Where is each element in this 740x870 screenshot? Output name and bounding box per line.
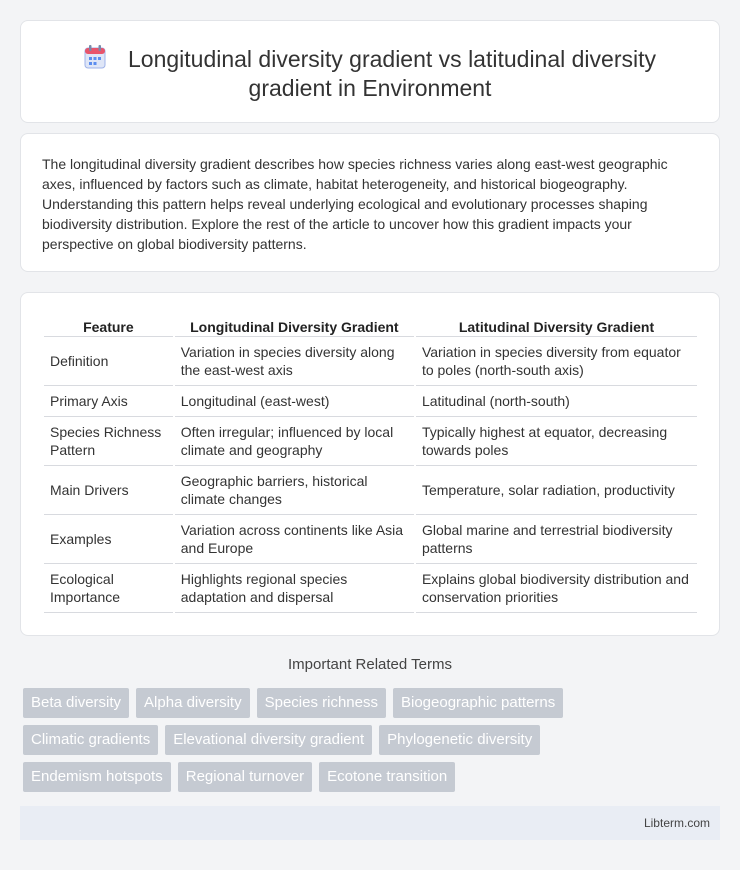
row-label: Examples	[44, 515, 173, 564]
header-latitudinal: Latitudinal Diversity Gradient	[416, 313, 697, 337]
latitudinal-cell: Explains global biodiversity distribution and conservation priorities	[416, 564, 697, 613]
related-term-tag[interactable]: Climatic gradients	[23, 725, 158, 755]
row-label: Main Drivers	[44, 466, 173, 515]
longitudinal-cell: Variation in species diversity along the east-west axis	[175, 337, 414, 386]
longitudinal-cell: Variation across continents like Asia and Europe	[175, 515, 414, 564]
row-label: Ecological Importance	[44, 564, 173, 613]
longitudinal-cell: Highlights regional species adaptation and dispersal	[175, 564, 414, 613]
footer	[20, 806, 720, 840]
header-longitudinal: Longitudinal Diversity Gradient	[175, 313, 414, 337]
latitudinal-cell: Latitudinal (north-south)	[416, 386, 697, 417]
title-card	[20, 20, 720, 123]
longitudinal-cell: Longitudinal (east-west)	[175, 386, 414, 417]
table-header-row	[44, 313, 697, 337]
row-label: Primary Axis	[44, 386, 173, 417]
related-term-tag[interactable]: Regional turnover	[178, 762, 312, 792]
table-row	[44, 466, 697, 515]
latitudinal-cell: Global marine and terrestrial biodiversity patterns	[416, 515, 697, 564]
latitudinal-cell: Temperature, solar radiation, productivity	[416, 466, 697, 515]
page-title: Longitudinal diversity gradient vs latitudinal diversity gradient in Environment	[127, 46, 656, 101]
table-row	[44, 564, 697, 613]
related-term-tag[interactable]: Ecotone transition	[319, 762, 455, 792]
row-label: Definition	[44, 337, 173, 386]
header-feature: Feature	[44, 313, 173, 337]
longitudinal-cell: Often irregular; influenced by local climate and geography	[175, 417, 414, 466]
related-term-tag[interactable]: Alpha diversity	[136, 688, 250, 718]
related-term-tag[interactable]: Species richness	[257, 688, 386, 718]
related-term-tag[interactable]: Phylogenetic diversity	[379, 725, 540, 755]
related-term-tag[interactable]: Biogeographic patterns	[393, 688, 563, 718]
longitudinal-cell: Geographic barriers, historical climate changes	[175, 466, 414, 515]
related-term-tag[interactable]: Beta diversity	[23, 688, 129, 718]
table-row	[44, 386, 697, 417]
related-term-tag[interactable]: Elevational diversity gradient	[165, 725, 372, 755]
footer-site-link[interactable]: Libterm.com	[643, 816, 710, 830]
table-row	[44, 515, 697, 564]
latitudinal-cell: Variation in species diversity from equator to poles (north-south axis)	[416, 337, 697, 386]
related-terms-title: Important Related Terms	[288, 656, 452, 673]
table-row	[44, 337, 697, 386]
intro-paragraph: The longitudinal diversity gradient describes how species richness varies along east-west geographic axes, influenced by factors such as climate, habitat heterogeneity, and historical biogeography. Understanding this pattern helps reveal underlying ecological and evolutionary processes shaping biodiversity distribution. Explore the rest of the article to uncover how this gradient impacts your perspective on global biodiversity patterns.	[42, 156, 668, 252]
related-terms-list	[23, 688, 703, 799]
row-label: Species Richness Pattern	[44, 417, 173, 466]
related-term-tag[interactable]: Endemism hotspots	[23, 762, 171, 792]
intro-card	[20, 133, 720, 272]
table-row	[44, 417, 697, 466]
calendar-icon	[84, 45, 106, 69]
page-title-wrap	[21, 45, 719, 103]
comparison-card	[20, 292, 720, 636]
latitudinal-cell: Typically highest at equator, decreasing towards poles	[416, 417, 697, 466]
comparison-table	[42, 313, 699, 613]
